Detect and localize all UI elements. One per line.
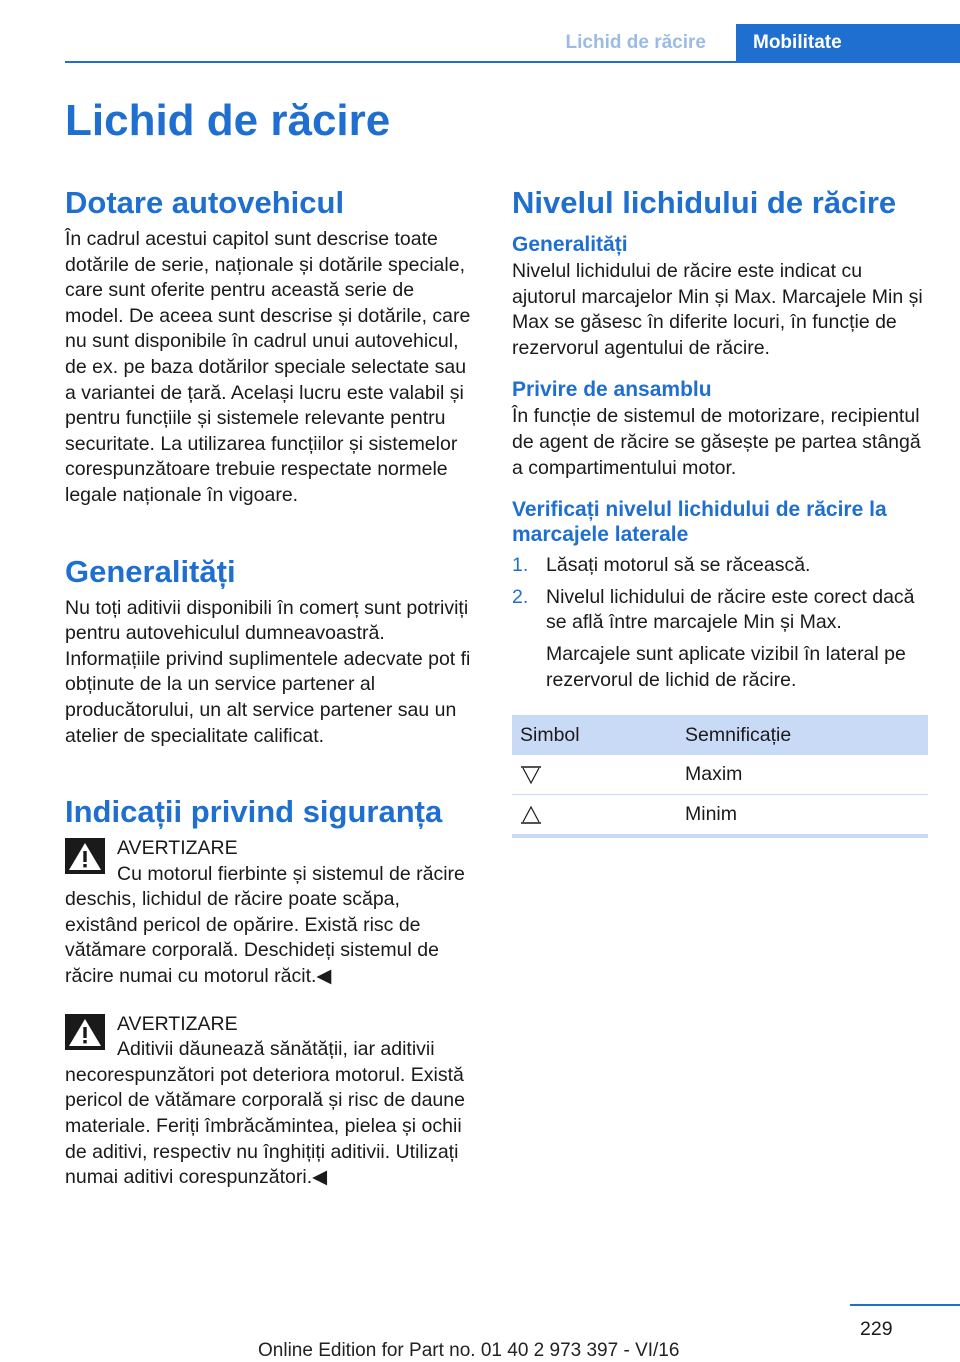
page-title: Lichid de răcire [65,96,391,145]
subsection-body-ansamblu: În funcție de sistemul de motorizare, recipientul de agent de răcire se găsește pe partea stângă a compartimentului motor. [512,405,921,479]
section-title-siguranta: Indicații privind siguranța [65,794,443,830]
table-cell-maxim: Maxim [677,755,928,795]
warning-block-1 [65,836,477,990]
table-header-row [512,715,928,755]
table-row [512,795,928,837]
subsection-title-verificati: Verificați nivelul lichidului de răcire la marcajele laterale [512,498,887,547]
table-row [512,755,928,795]
list-item: 1. Lăsați motorul să se răcească. [512,554,811,577]
section-title-nivel: Nivelul lichidului de răcire [512,185,897,220]
edition-note: Online Edition for Part no. 01 40 2 973 397 - VI/16 [258,1340,680,1361]
min-mark-icon [520,805,542,825]
warning-triangle-icon [65,1014,105,1050]
subsection-title-ansamblu: Privire de ansamblu [512,378,712,402]
section-body-generalitati: Nu toți aditivii disponibili în comerț sunt potriviți pentru autovehiculul dumneavoastră. Informațiile privind suplimentele adecvate pot fi obținute de la un service partener al producătorului, un alt service partener sau un atelier de specialitate calificat. [65,596,471,747]
table-header-meaning: Semnificație [677,715,928,755]
warning-text: Aditivii dăunează sănătății, iar aditivii necorespunzători pot deteriora motorul. Există pericol de vătămare corporală și risc de daune materiale. Feriți îmbrăcămintea, pielea și ochii de aditivi, respectiv nu înghițiți aditivii. Utilizați numai aditivi corespunzători.◀ [65,1038,465,1189]
steps-list [512,553,928,636]
page-header [0,24,960,62]
section-body-dotare: În cadrul acestui capitol sunt descrise toate dotările de serie, naționale și dotările speciale, care sunt oferite pentru această serie de model. De aceea sunt descrise și dotările, care nu sunt disponibile în cadrul unui autovehicul, de ex. pe baza dotărilor speciale selectate sau a variantei de țară. Același lucru este valabil și pentru funcțiile și sistemele relevante pentru securitate. La utilizarea funcțiilor și sistemelor corespunzătoare trebuie respectate normele legale naționale în vigoare. [65,228,471,506]
right-column [512,184,928,838]
section-title-dotare: Dotare autovehicul [65,185,345,220]
header-chapter-tab[interactable]: Mobilitate [736,24,960,62]
footer-rule [850,1304,960,1306]
subsection-title-generalitati: Generalități [512,233,628,256]
warning-block-2 [65,1012,477,1191]
list-item: 2. Nivelul lichidului de răcire este corect dacă se află între marcajele Min și Max. [512,585,915,634]
table-cell-minim: Minim [677,795,928,837]
page-number: 229 [860,1318,893,1340]
table-header-symbol: Simbol [512,715,677,755]
section-title-generalitati: Generalități [65,553,236,589]
subsection-body-generalitati: Nivelul lichidului de răcire este indicat cu ajutorul marcajelor Min și Max. Marcajele Min și Max se găsesc în diferite locuri, în funcție de rezervorul agentului de răcire. [512,260,923,359]
symbol-table [512,715,928,838]
warning-triangle-icon [65,838,105,874]
step-note: Marcajele sunt aplicate vizibil în lateral pe rezervorul de lichid de răcire. [546,642,906,691]
header-rule [65,61,960,63]
max-mark-icon [520,765,542,785]
warning-heading: AVERTIZARE [117,1012,238,1035]
warning-heading: AVERTIZARE [117,837,238,860]
header-section-label: Lichid de răcire [565,32,706,53]
left-column [65,184,477,1191]
warning-text: Cu motorul fierbinte și sistemul de răcire deschis, lichidul de răcire poate scăpa, existând pericol de opărire. Există risc de vătămare corporală. Deschideți sistemul de răcire numai cu motorul răcit.◀ [65,862,465,988]
